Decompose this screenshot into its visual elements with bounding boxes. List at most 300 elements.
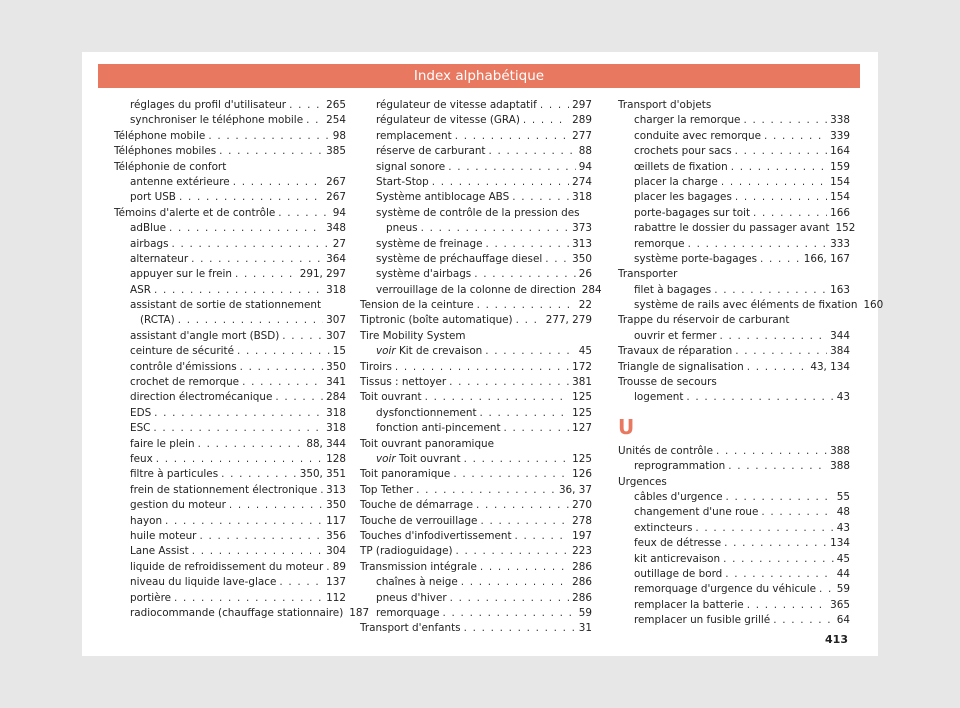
index-entry bbox=[360, 144, 592, 159]
page-ref[interactable]: 339 bbox=[830, 129, 850, 142]
dot-leader bbox=[760, 252, 801, 267]
page-ref[interactable]: 313 bbox=[326, 483, 346, 496]
page-ref[interactable]: 364 bbox=[326, 252, 346, 265]
index-entry bbox=[360, 237, 592, 252]
entry-label: signal sonore bbox=[376, 160, 446, 173]
index-entry bbox=[114, 529, 346, 544]
entry-label: radiocommande (chauffage stationnaire) bbox=[130, 606, 344, 619]
dot-leader bbox=[480, 406, 570, 421]
page-ref[interactable]: 36, 37 bbox=[558, 483, 592, 496]
index-entry bbox=[114, 421, 346, 436]
dot-leader bbox=[743, 113, 827, 128]
entry-label: EDS bbox=[130, 406, 152, 419]
entry-label: Touche de démarrage bbox=[360, 499, 474, 512]
page-ref[interactable]: 307 bbox=[326, 329, 346, 342]
index-entry bbox=[360, 252, 592, 267]
page-ref[interactable]: 64 bbox=[836, 614, 850, 627]
dot-leader bbox=[198, 437, 304, 452]
index-entry bbox=[618, 113, 850, 128]
dot-leader bbox=[219, 144, 323, 159]
page-ref[interactable]: 385 bbox=[326, 145, 346, 158]
entry-label: Trappe du réservoir de carburant bbox=[618, 314, 790, 327]
index-entry bbox=[618, 190, 850, 205]
section-letter: U bbox=[618, 414, 635, 439]
page-ref[interactable]: 154 bbox=[830, 175, 850, 188]
index-entry bbox=[360, 560, 592, 575]
dot-leader bbox=[725, 490, 833, 505]
page-ref[interactable]: 338 bbox=[830, 114, 850, 127]
dot-leader bbox=[306, 113, 323, 128]
entry-label: remplacer la batterie bbox=[634, 598, 744, 611]
dot-leader bbox=[199, 529, 323, 544]
index-entry bbox=[114, 329, 346, 344]
dot-leader bbox=[461, 575, 569, 590]
page-ref[interactable]: 166 bbox=[830, 206, 850, 219]
entry-label: Touche de verrouillage bbox=[360, 514, 478, 527]
entry-label: logement bbox=[634, 391, 684, 404]
dot-leader bbox=[395, 360, 569, 375]
index-entry bbox=[618, 613, 850, 628]
entry-label: liquide de refroidissement du moteur bbox=[130, 560, 324, 573]
entry-label: système de préchauffage diesel bbox=[376, 252, 543, 265]
entry-label: remorquage d'urgence du véhicule bbox=[634, 583, 817, 596]
index-entry bbox=[618, 567, 850, 582]
page-ref[interactable]: 125 bbox=[572, 452, 592, 465]
index-entry bbox=[360, 313, 592, 328]
page-ref[interactable]: 307 bbox=[326, 314, 346, 327]
entry-label: synchroniser le téléphone mobile bbox=[130, 114, 304, 127]
page-ref[interactable]: 318 bbox=[326, 283, 346, 296]
entry-label: Lane Assist bbox=[130, 545, 189, 558]
index-entry bbox=[360, 544, 592, 559]
index-entry bbox=[618, 98, 850, 113]
page-ref[interactable]: 297 bbox=[572, 99, 592, 111]
index-entry bbox=[360, 190, 592, 205]
index-entry bbox=[114, 390, 346, 405]
entry-label: placer les bagages bbox=[634, 191, 732, 204]
entry-label: outillage de bord bbox=[634, 567, 723, 580]
page-ref[interactable]: 356 bbox=[326, 529, 346, 542]
page-ref[interactable]: 128 bbox=[326, 452, 346, 465]
index-entry bbox=[114, 560, 346, 575]
page-ref[interactable]: 127 bbox=[572, 422, 592, 435]
page-ref[interactable]: 373 bbox=[572, 222, 592, 235]
entry-label bbox=[376, 452, 461, 467]
index-entry bbox=[618, 298, 884, 313]
dot-leader bbox=[208, 129, 329, 144]
entry-label: Téléphonie de confort bbox=[114, 160, 227, 173]
page-ref[interactable]: 44 bbox=[836, 567, 850, 580]
page-ref[interactable]: 164 bbox=[830, 145, 850, 158]
index-entry bbox=[618, 160, 850, 175]
entry-label: assistant d'angle mort (BSD) bbox=[130, 329, 280, 342]
page-ref[interactable]: 284 bbox=[326, 391, 346, 404]
dot-leader bbox=[191, 252, 323, 267]
dot-leader bbox=[443, 606, 576, 621]
dot-leader bbox=[724, 536, 827, 551]
page-ref[interactable]: 59 bbox=[578, 606, 592, 619]
page-ref[interactable]: 88, 344 bbox=[306, 437, 346, 450]
page-ref[interactable]: 117 bbox=[326, 514, 346, 527]
entry-label: pneus bbox=[386, 222, 418, 235]
dot-leader bbox=[425, 390, 570, 405]
page-ref[interactable]: 22 bbox=[578, 299, 592, 312]
index-entry bbox=[618, 598, 850, 613]
index-entry bbox=[618, 490, 850, 505]
page-ref[interactable]: 94 bbox=[332, 206, 346, 219]
entry-label: Start-Stop bbox=[376, 175, 429, 188]
dot-leader bbox=[773, 613, 834, 628]
entry-label: direction électromécanique bbox=[130, 391, 273, 404]
entry-label: crochets pour sacs bbox=[634, 145, 732, 158]
dot-leader bbox=[455, 129, 569, 144]
page-ref[interactable]: 318 bbox=[326, 422, 346, 435]
page-ref[interactable]: 348 bbox=[326, 222, 346, 235]
entry-label: niveau du liquide lave-glace bbox=[130, 576, 277, 589]
dot-leader bbox=[432, 175, 569, 190]
index-entry bbox=[618, 444, 850, 459]
dot-leader bbox=[416, 483, 556, 498]
page-ref[interactable]: 163 bbox=[830, 283, 850, 296]
page-ref[interactable]: 15 bbox=[332, 345, 346, 358]
index-entry bbox=[114, 375, 346, 390]
dot-leader bbox=[154, 406, 323, 421]
page-ref[interactable]: 166, 167 bbox=[803, 252, 850, 265]
index-entry bbox=[114, 544, 346, 559]
dot-leader bbox=[229, 498, 323, 513]
entry-label bbox=[376, 344, 482, 359]
index-entry bbox=[360, 298, 592, 313]
page-ref[interactable]: 45 bbox=[836, 552, 850, 565]
entry-label: TP (radioguidage) bbox=[360, 545, 453, 558]
page-ref[interactable]: 277, 279 bbox=[545, 314, 592, 327]
dot-leader bbox=[289, 98, 323, 113]
entry-label: remplacement bbox=[376, 129, 452, 142]
entry-label: conduite avec remorque bbox=[634, 129, 761, 142]
dot-leader bbox=[242, 375, 323, 390]
index-entry bbox=[360, 575, 592, 590]
index-entry bbox=[360, 175, 592, 190]
index-entry bbox=[360, 390, 592, 405]
page-ref[interactable]: 59 bbox=[836, 583, 850, 596]
index-entry bbox=[360, 483, 592, 498]
dot-leader bbox=[545, 252, 569, 267]
page-ref[interactable]: 289 bbox=[572, 114, 592, 127]
page-ref[interactable]: 125 bbox=[572, 391, 592, 404]
index-entry bbox=[618, 552, 850, 567]
index-entry bbox=[360, 360, 592, 375]
dot-leader bbox=[515, 529, 570, 544]
index-entry bbox=[114, 175, 346, 190]
entry-label: régulateur de vitesse adaptatif bbox=[376, 99, 537, 111]
entry-label: feux de détresse bbox=[634, 537, 722, 550]
index-entry bbox=[360, 498, 592, 513]
page-ref[interactable]: 172 bbox=[572, 360, 592, 373]
page-ref[interactable]: 94 bbox=[578, 160, 592, 173]
entry-label: ASR bbox=[130, 283, 151, 296]
page-ref[interactable]: 55 bbox=[836, 490, 850, 503]
dot-leader bbox=[233, 175, 323, 190]
entry-label: verrouillage de la colonne de direction bbox=[376, 283, 576, 296]
page-ref[interactable]: 187 bbox=[349, 606, 370, 619]
index-entry bbox=[618, 129, 850, 144]
entry-label: Transport d'enfants bbox=[360, 622, 461, 635]
entry-label: Système antiblocage ABS bbox=[376, 191, 510, 204]
entry-label: extincteurs bbox=[634, 521, 693, 534]
page-ref[interactable]: 160 bbox=[863, 299, 884, 312]
see-reference: voir bbox=[376, 345, 396, 358]
page-ref[interactable]: 284 bbox=[581, 283, 602, 296]
index-entry bbox=[360, 452, 592, 467]
page-ref[interactable]: 89 bbox=[332, 560, 346, 573]
page-ref[interactable]: 341 bbox=[326, 376, 346, 389]
dot-leader bbox=[761, 505, 833, 520]
page-ref[interactable]: 48 bbox=[836, 506, 850, 519]
entry-label: chaînes à neige bbox=[376, 576, 458, 589]
index-entry bbox=[360, 113, 592, 128]
page-ref[interactable]: 254 bbox=[326, 114, 346, 127]
page-ref[interactable]: 277 bbox=[572, 129, 592, 142]
dot-leader bbox=[464, 621, 576, 636]
page-title: Index alphabétique bbox=[98, 64, 860, 88]
index-entry bbox=[360, 344, 592, 359]
page-ref[interactable]: 267 bbox=[326, 191, 346, 204]
page-ref[interactable]: 384 bbox=[830, 345, 850, 358]
dot-leader bbox=[476, 498, 569, 513]
dot-leader bbox=[282, 329, 323, 344]
dot-leader bbox=[275, 390, 323, 405]
dot-leader bbox=[192, 544, 323, 559]
index-entry bbox=[114, 591, 346, 606]
page-ref[interactable]: 152 bbox=[835, 222, 856, 235]
dot-leader bbox=[714, 283, 827, 298]
page-ref[interactable]: 154 bbox=[830, 191, 850, 204]
entry-label: réserve de carburant bbox=[376, 145, 486, 158]
entry-label: Travaux de réparation bbox=[618, 345, 733, 358]
index-entry bbox=[360, 467, 592, 482]
entry-label: Transport d'objets bbox=[618, 99, 712, 111]
page-ref[interactable]: 159 bbox=[830, 160, 850, 173]
index-entry bbox=[618, 267, 850, 282]
index-entry bbox=[360, 591, 592, 606]
page-ref[interactable]: 125 bbox=[572, 406, 592, 419]
index-entry bbox=[114, 129, 346, 144]
index-column-2 bbox=[360, 98, 602, 637]
index-entry bbox=[618, 505, 850, 520]
page-ref[interactable]: 350 bbox=[326, 499, 346, 512]
entry-label: kit anticrevaison bbox=[634, 552, 721, 565]
index-entry bbox=[114, 483, 346, 498]
entry-label: faire le plein bbox=[130, 437, 195, 450]
entry-label: Tiroirs bbox=[360, 360, 392, 373]
entry-label: ESC bbox=[130, 422, 151, 435]
page-ref[interactable]: 27 bbox=[332, 237, 346, 250]
entry-label: Transmission intégrale bbox=[360, 560, 477, 573]
dot-leader bbox=[156, 452, 323, 467]
dot-leader bbox=[764, 129, 827, 144]
entry-text: Kit de crevaison bbox=[398, 345, 483, 358]
dot-leader bbox=[485, 237, 569, 252]
page-ref[interactable]: 278 bbox=[572, 514, 592, 527]
dot-leader bbox=[688, 237, 828, 252]
page-ref[interactable]: 98 bbox=[332, 129, 346, 142]
page-ref[interactable]: 304 bbox=[326, 545, 346, 558]
dot-leader bbox=[485, 344, 576, 359]
page-ref[interactable]: 274 bbox=[572, 175, 592, 188]
page-ref[interactable]: 197 bbox=[572, 529, 592, 542]
entry-label: remorquage bbox=[376, 606, 440, 619]
entry-label: système de freinage bbox=[376, 237, 483, 250]
index-entry bbox=[360, 98, 592, 113]
index-entry bbox=[114, 606, 370, 621]
index-entry bbox=[360, 406, 592, 421]
entry-label: Top Tether bbox=[360, 483, 414, 496]
dot-leader bbox=[477, 298, 576, 313]
page-ref[interactable]: 333 bbox=[830, 237, 850, 250]
entry-label: (RCTA) bbox=[140, 314, 175, 327]
dot-leader bbox=[747, 598, 827, 613]
dot-leader bbox=[512, 190, 569, 205]
index-entry bbox=[618, 475, 850, 490]
page-ref[interactable]: 286 bbox=[572, 560, 592, 573]
page-number: 413 bbox=[825, 633, 848, 646]
index-entry bbox=[114, 298, 346, 313]
page-ref[interactable]: 112 bbox=[326, 591, 346, 604]
page-ref[interactable]: 286 bbox=[572, 591, 592, 604]
entry-label: dysfonctionnement bbox=[376, 406, 477, 419]
index-entry bbox=[360, 283, 602, 298]
dot-leader bbox=[278, 206, 330, 221]
entry-label: airbags bbox=[130, 237, 169, 250]
entry-label: Touches d'infodivertissement bbox=[360, 529, 512, 542]
entry-label: système porte-bagages bbox=[634, 252, 758, 265]
dot-leader bbox=[488, 144, 575, 159]
page-ref[interactable]: 265 bbox=[326, 99, 346, 111]
page-ref[interactable]: 350 bbox=[572, 252, 592, 265]
index-entry bbox=[360, 375, 592, 390]
entry-label: Toit panoramique bbox=[360, 468, 451, 481]
index-entry bbox=[114, 98, 346, 113]
entry-label: rabattre le dossier du passager avant bbox=[634, 222, 830, 235]
entry-label: système de rails avec éléments de fixation bbox=[634, 299, 858, 312]
entry-label: pneus d'hiver bbox=[376, 591, 447, 604]
index-entry bbox=[114, 467, 346, 482]
index-entry bbox=[114, 313, 346, 328]
dot-leader bbox=[480, 514, 569, 529]
page-ref[interactable]: 88 bbox=[578, 145, 592, 158]
index-entry bbox=[618, 206, 850, 221]
index-entry bbox=[618, 375, 850, 390]
dot-leader bbox=[172, 237, 330, 252]
entry-label: système de contrôle de la pression des bbox=[376, 206, 580, 219]
index-entry bbox=[114, 575, 346, 590]
page-ref[interactable]: 388 bbox=[830, 444, 850, 457]
page-ref[interactable]: 126 bbox=[572, 468, 592, 481]
index-entry bbox=[114, 190, 346, 205]
page-ref[interactable]: 45 bbox=[578, 345, 592, 358]
page-ref[interactable]: 318 bbox=[572, 191, 592, 204]
page-ref[interactable]: 350 bbox=[326, 360, 346, 373]
entry-label: filet à bagages bbox=[634, 283, 712, 296]
index-entry bbox=[618, 252, 850, 267]
dot-leader bbox=[720, 329, 828, 344]
index-entry bbox=[618, 144, 850, 159]
index-entry bbox=[114, 406, 346, 421]
page-ref[interactable]: 350, 351 bbox=[299, 468, 346, 481]
page-ref[interactable]: 318 bbox=[326, 406, 346, 419]
page-ref[interactable]: 365 bbox=[830, 598, 850, 611]
index-entry bbox=[618, 313, 850, 328]
index-entry bbox=[114, 160, 346, 175]
entry-label: gestion du moteur bbox=[130, 499, 226, 512]
entry-label: charger la remorque bbox=[634, 114, 741, 127]
entry-label: Tissus : nettoyer bbox=[360, 376, 447, 389]
page-ref[interactable]: 344 bbox=[830, 329, 850, 342]
entry-label: Téléphone mobile bbox=[114, 129, 206, 142]
entry-label: remplacer un fusible grillé bbox=[634, 614, 771, 627]
page-ref[interactable]: 267 bbox=[326, 175, 346, 188]
entry-label: reprogrammation bbox=[634, 460, 726, 473]
entry-label: contrôle d'émissions bbox=[130, 360, 237, 373]
entry-label: Téléphones mobiles bbox=[114, 145, 217, 158]
entry-label: porte-bagages sur toit bbox=[634, 206, 751, 219]
page-ref[interactable]: 223 bbox=[572, 545, 592, 558]
page-ref[interactable]: 31 bbox=[578, 622, 592, 635]
entry-label: régulateur de vitesse (GRA) bbox=[376, 114, 520, 127]
entry-label: Toit ouvrant bbox=[360, 391, 422, 404]
page-ref[interactable]: 313 bbox=[572, 237, 592, 250]
page-ref[interactable]: 291, 297 bbox=[299, 268, 346, 281]
entry-label: remorque bbox=[634, 237, 685, 250]
dot-leader bbox=[448, 160, 576, 175]
dot-leader bbox=[716, 444, 827, 459]
page-ref[interactable]: 43 bbox=[836, 521, 850, 534]
index-entry bbox=[618, 237, 850, 252]
index-entry bbox=[618, 360, 850, 375]
entry-label: alternateur bbox=[130, 252, 189, 265]
entry-label: Tire Mobility System bbox=[360, 329, 466, 342]
entry-label: câbles d'urgence bbox=[634, 490, 723, 503]
page-ref[interactable]: 388 bbox=[830, 460, 850, 473]
page-ref[interactable]: 134 bbox=[830, 537, 850, 550]
index-entry bbox=[360, 437, 592, 452]
dot-leader bbox=[523, 113, 569, 128]
entry-label: port USB bbox=[130, 191, 176, 204]
page-ref[interactable]: 137 bbox=[326, 576, 346, 589]
index-entry bbox=[114, 221, 346, 236]
entry-label: ceinture de sécurité bbox=[130, 345, 234, 358]
entry-label: réglages du profil d'utilisateur bbox=[130, 99, 287, 111]
page-ref[interactable]: 43 bbox=[836, 391, 850, 404]
index-entry bbox=[618, 390, 850, 405]
index-entry bbox=[360, 606, 592, 621]
page-ref[interactable]: 43, 134 bbox=[810, 360, 850, 373]
index-entry bbox=[360, 160, 592, 175]
entry-label: Tiptronic (boîte automatique) bbox=[360, 314, 513, 327]
index-entry bbox=[114, 498, 346, 513]
page-ref[interactable]: 26 bbox=[578, 268, 592, 281]
index-entry bbox=[360, 621, 592, 636]
dot-leader bbox=[174, 591, 323, 606]
dot-leader bbox=[723, 552, 834, 567]
dot-leader bbox=[453, 467, 569, 482]
page-ref[interactable]: 286 bbox=[572, 576, 592, 589]
entry-label: placer la charge bbox=[634, 175, 718, 188]
entry-label: Urgences bbox=[618, 475, 667, 488]
index-entry bbox=[618, 459, 850, 474]
page-ref[interactable]: 270 bbox=[572, 499, 592, 512]
page-ref[interactable]: 381 bbox=[572, 376, 592, 389]
